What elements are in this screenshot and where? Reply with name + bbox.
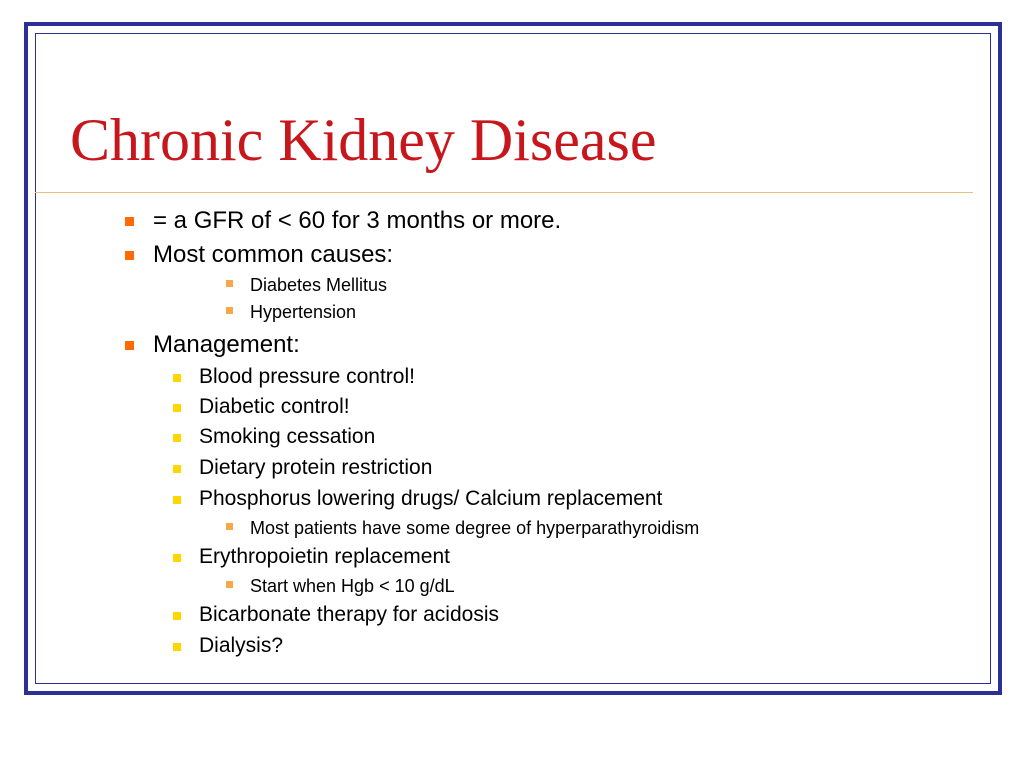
sub-bullet-item-diabetes	[250, 274, 387, 296]
square-bullet-icon	[173, 612, 181, 620]
bullet-text: Erythropoietin replacement	[199, 545, 450, 568]
sub-bullet-item-smoking	[199, 424, 375, 450]
square-bullet-icon	[226, 581, 233, 588]
bullet-text: Start when Hgb < 10 g/dL	[250, 576, 455, 596]
bullet-text: Diabetic control!	[199, 395, 350, 418]
bullet-item-management	[153, 331, 300, 359]
sub-bullet-item-dialysis	[199, 633, 283, 659]
bullet-text: Bicarbonate therapy for acidosis	[199, 603, 499, 626]
square-bullet-icon	[173, 554, 181, 562]
square-bullet-icon	[226, 280, 233, 287]
bullet-text: Management:	[153, 331, 300, 358]
title-divider	[35, 192, 973, 193]
square-bullet-icon	[125, 251, 134, 260]
sub-bullet-item-hypertension	[250, 301, 356, 323]
sub-bullet-item-phosphorus	[199, 486, 662, 512]
sub-bullet-item-erythropoietin	[199, 544, 450, 570]
bullet-text: Dietary protein restriction	[199, 456, 433, 479]
bullet-text: Most common causes:	[153, 241, 394, 268]
bullet-text: Diabetes Mellitus	[250, 275, 388, 295]
square-bullet-icon	[173, 465, 181, 473]
bullet-text: Hypertension	[250, 302, 357, 322]
bullet-text: Blood pressure control!	[199, 365, 415, 388]
square-bullet-icon	[125, 341, 134, 350]
bullet-text: Phosphorus lowering drugs/ Calcium replacement	[199, 487, 663, 510]
sub-bullet-item-bicarbonate	[199, 602, 499, 628]
bullet-text: Most patients have some degree of hyperparathyroidism	[250, 518, 700, 538]
square-bullet-icon	[173, 643, 181, 651]
square-bullet-icon	[226, 523, 233, 530]
sub-bullet-item-hgb-threshold	[250, 575, 455, 597]
square-bullet-icon	[173, 404, 181, 412]
square-bullet-icon	[125, 217, 134, 226]
sub-bullet-item-diabetic-control	[199, 394, 350, 420]
sub-bullet-item-hyperparathyroidism	[250, 517, 699, 539]
square-bullet-icon	[226, 307, 233, 314]
slide-title: Chronic Kidney Disease	[70, 107, 657, 173]
sub-bullet-item-blood-pressure	[199, 364, 415, 390]
square-bullet-icon	[173, 374, 181, 382]
bullet-text: Dialysis?	[199, 634, 284, 657]
sub-bullet-item-protein	[199, 455, 432, 481]
bullet-item-common-causes	[153, 241, 393, 269]
square-bullet-icon	[173, 496, 181, 504]
square-bullet-icon	[173, 434, 181, 442]
bullet-text: Smoking cessation	[199, 425, 376, 448]
bullet-item-gfr-definition	[153, 207, 561, 235]
bullet-text: = a GFR of < 60 for 3 months or more.	[153, 207, 562, 234]
